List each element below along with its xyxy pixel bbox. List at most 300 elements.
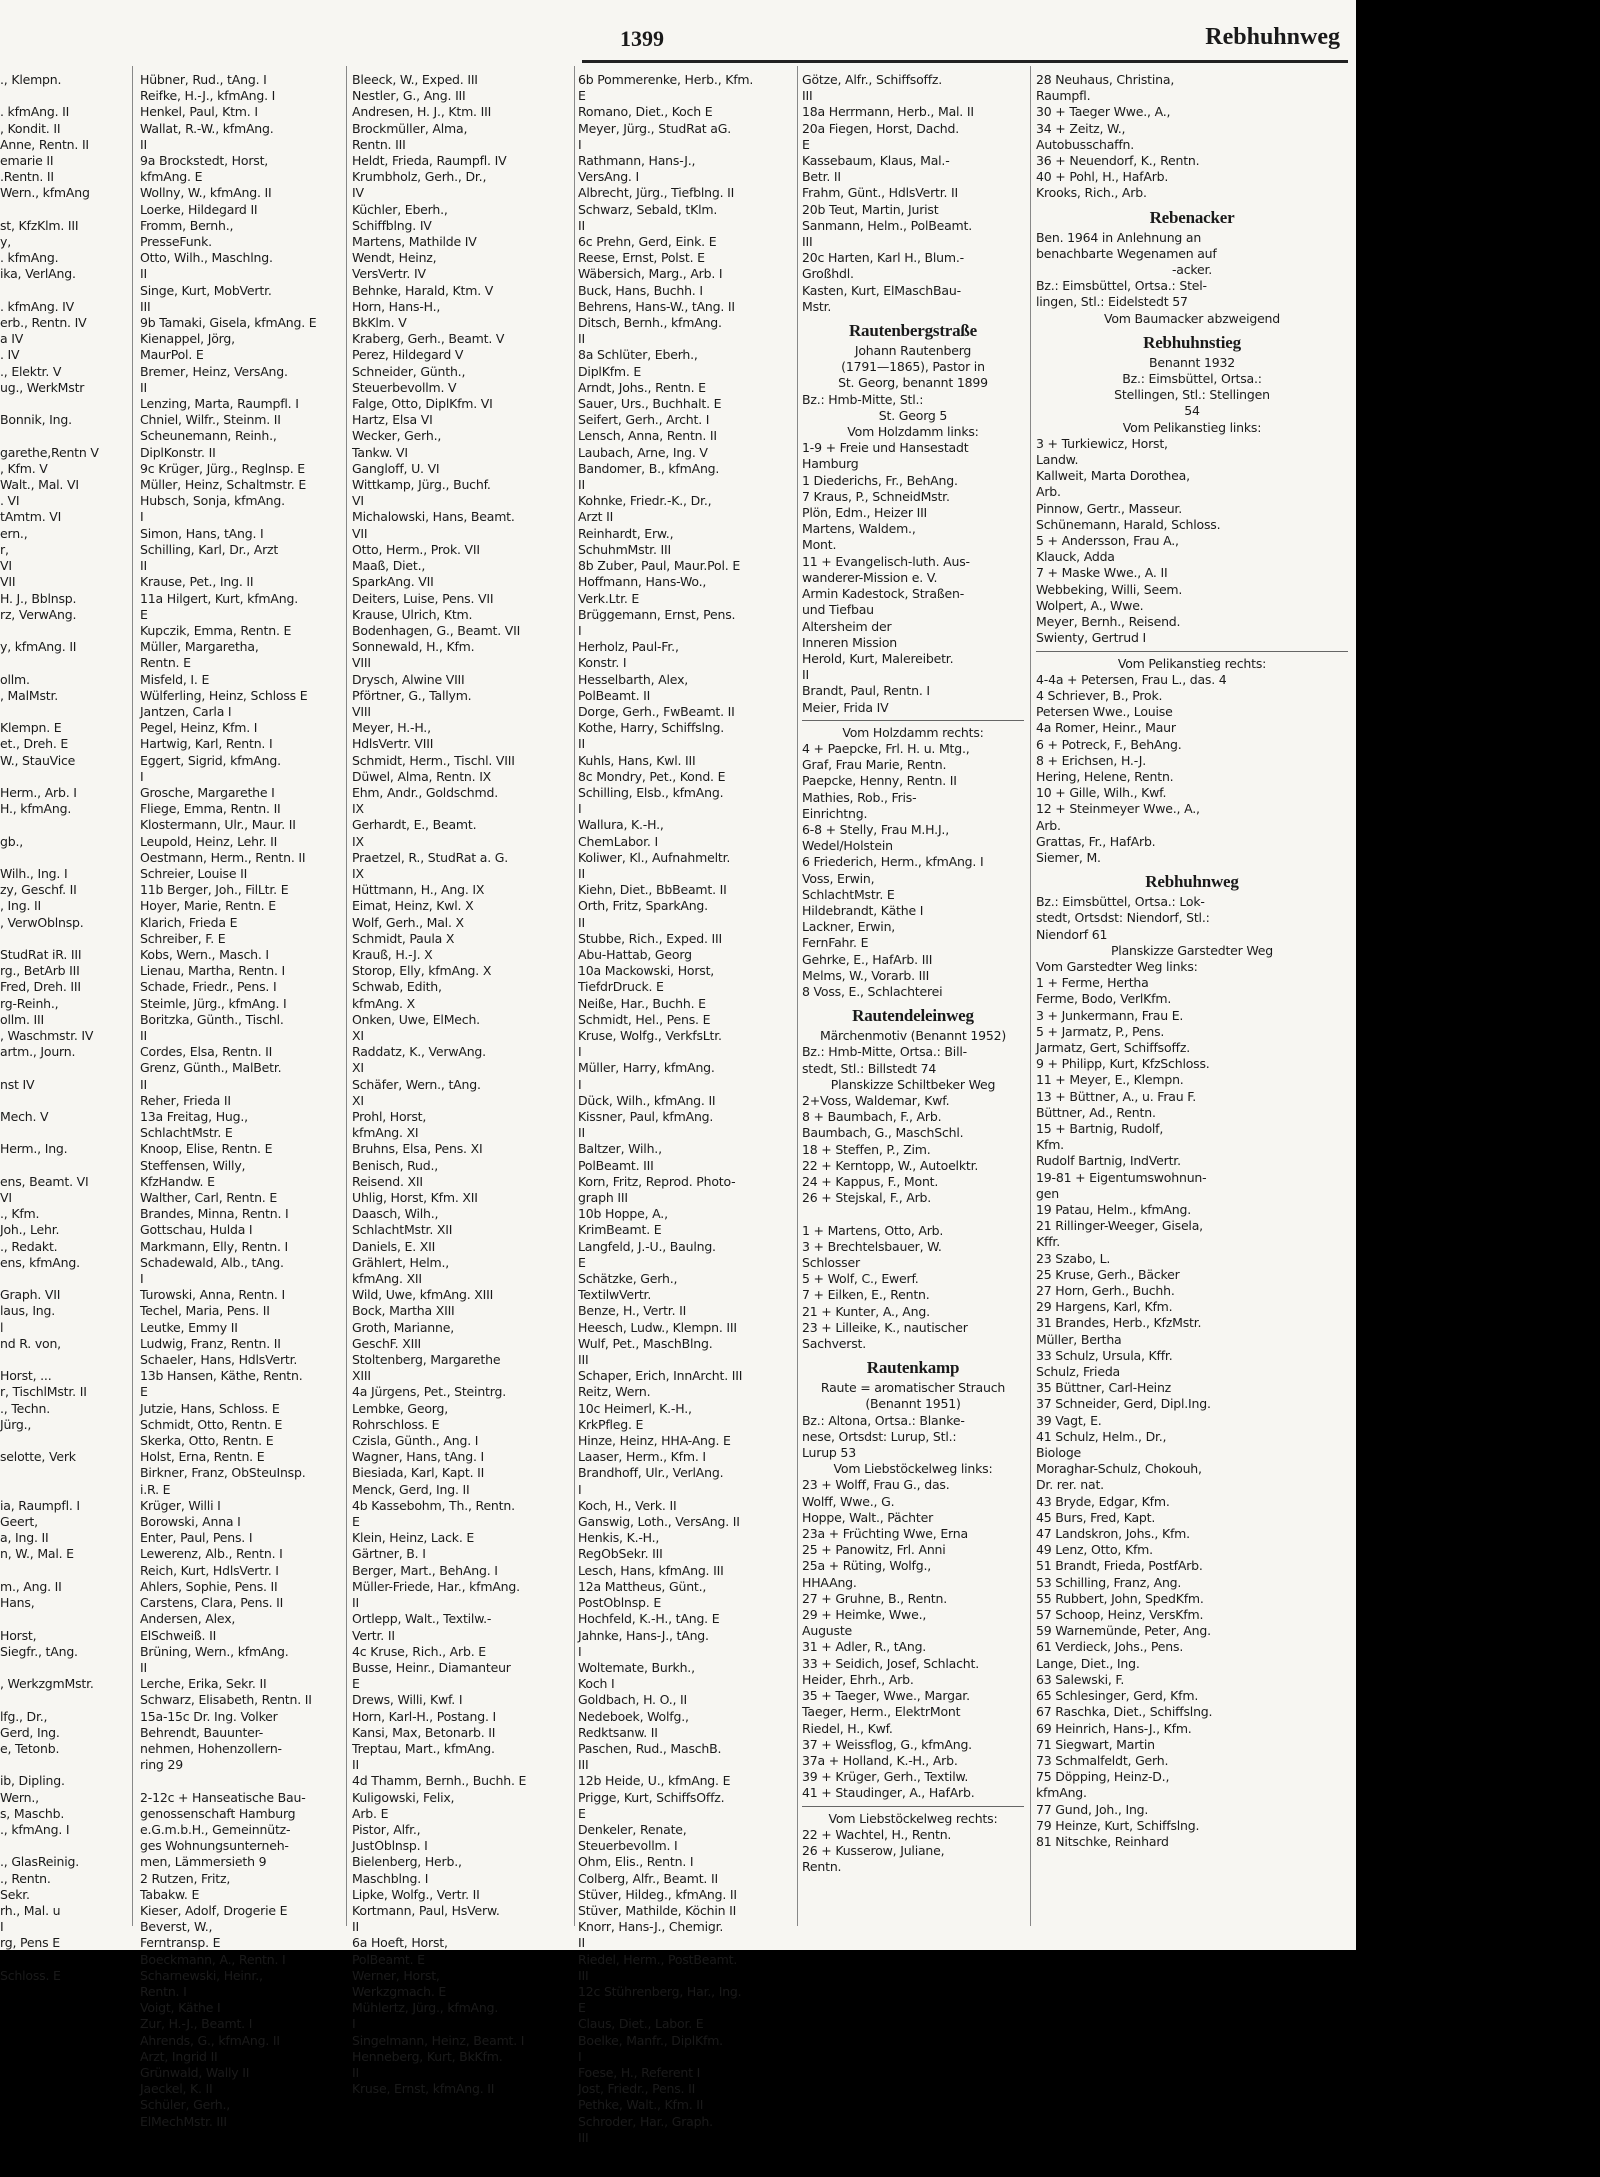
directory-entry: 15 + Bartnig, Rudolf, xyxy=(1036,1120,1164,1136)
directory-entry: 55 Rubbert, John, SpedKfm. xyxy=(1036,1590,1204,1606)
directory-entry: . VI xyxy=(0,493,20,509)
directory-entry: DiplKonstr. II xyxy=(140,444,216,460)
directory-entry: , MalMstr. xyxy=(0,687,59,703)
street-note: Benannt 1932 xyxy=(1149,354,1235,370)
directory-entry: SchlachtMstr. E xyxy=(140,1125,233,1141)
directory-entry: VIII xyxy=(352,655,371,671)
directory-entry: ., Elektr. V xyxy=(0,363,62,379)
directory-entry: 9a Brockstedt, Horst, xyxy=(140,153,269,169)
directory-entry: 4 Schriever, B., Prok. xyxy=(1036,687,1163,703)
directory-entry: Mech. V xyxy=(0,1109,49,1124)
directory-entry: Voigt, Käthe I xyxy=(140,2000,221,2016)
directory-entry: 63 Salewski, F. xyxy=(1036,1671,1125,1687)
directory-entry: Otto, Herm., Prok. VII xyxy=(352,541,480,557)
directory-entry: RegObSekr. III xyxy=(578,1546,663,1562)
directory-entry: Graph. VII xyxy=(0,1287,61,1303)
directory-entry: Menck, Gerd, Ing. II xyxy=(352,1481,470,1497)
directory-entry: Herm., Arb. I xyxy=(0,784,77,800)
directory-entry: n, W., Mal. E xyxy=(0,1546,74,1562)
directory-entry: 18a Herrmann, Herb., Mal. II xyxy=(802,104,974,120)
directory-entry: m., Ang. II xyxy=(0,1578,62,1594)
directory-entry: Kuligowski, Felix, xyxy=(352,1789,455,1805)
page-header xyxy=(0,0,1356,64)
directory-entry: 23 + Wolff, Frau G., das. xyxy=(802,1477,950,1493)
directory-entry: VI xyxy=(352,493,364,509)
directory-entry: Schmidt, Otto, Rentn. E xyxy=(140,1416,283,1432)
directory-entry: II xyxy=(802,667,809,683)
directory-entry: 11 + Evangelisch-luth. Aus- xyxy=(802,553,970,569)
directory-entry: Schmidt, Paula X xyxy=(352,930,455,946)
directory-entry: Schiffblng. IV xyxy=(352,217,432,233)
directory-entry: Kieser, Adolf, Drogerie E xyxy=(140,1902,288,1918)
directory-entry: 8 + Erichsen, H.-J. xyxy=(1036,752,1146,768)
directory-entry: I xyxy=(352,2016,356,2032)
directory-entry: Steuerbevollm. I xyxy=(578,1838,678,1854)
directory-entry: Kfm. xyxy=(1036,1137,1064,1153)
directory-entry: Andersen, Alex, xyxy=(140,1611,236,1627)
street-note: Vom Holzdamm links: xyxy=(847,424,979,440)
directory-entry: y, kfmAng. II xyxy=(0,639,77,655)
directory-entry: ib, Dipling. xyxy=(0,1773,65,1789)
directory-entry: Hübner, Rud., tAng. I xyxy=(140,72,267,87)
directory-entry: Denkeler, Renate, xyxy=(578,1821,687,1837)
directory-entry: stedt, Stl.: Billstedt 74 xyxy=(802,1060,937,1076)
directory-entry: 41 Schulz, Helm., Dr., xyxy=(1036,1428,1167,1444)
directory-entry xyxy=(0,428,88,444)
directory-entry: PolBeamt. III xyxy=(578,1157,654,1173)
directory-entry: Sonnewald, H., Kfm. xyxy=(352,639,475,655)
directory-entry: Kraberg, Gerh., Beamt. V xyxy=(352,331,505,347)
directory-entry: Stüver, Hildeg., kfmAng. II xyxy=(578,1886,737,1902)
directory-entry: Wäbersich, Marg., Arb. I xyxy=(578,266,723,282)
directory-entry: Bock, Martha XIII xyxy=(352,1303,455,1319)
directory-entry xyxy=(0,1125,88,1141)
directory-entry: Müller, Heinz, Schaltmstr. E xyxy=(140,477,307,493)
directory-entry: ., Klempn. xyxy=(0,72,62,87)
directory-entry: 6c Prehn, Gerd, Eink. E xyxy=(578,234,717,250)
directory-entry: IX xyxy=(352,801,364,817)
street-note: Bz.: Eimsbüttel, Ortsa.: xyxy=(1122,371,1262,387)
directory-entry: 21 Rillinger-Weeger, Gisela, xyxy=(1036,1218,1203,1234)
directory-entry: und Tiefbau xyxy=(802,602,874,618)
directory-entry: Goldbach, H. O., II xyxy=(578,1692,688,1708)
directory-entry: ., Rentn. xyxy=(0,1870,51,1886)
directory-entry: Claus, Diet., Labor. E xyxy=(578,2016,704,2032)
directory-entry: Herold, Kurt, Malereibetr. xyxy=(802,650,954,666)
directory-entry: II xyxy=(578,914,585,930)
directory-entry: 2-12c + Hanseatische Bau- xyxy=(140,1789,306,1805)
directory-entry: 10c Heimerl, K.-H., xyxy=(578,1400,692,1416)
directory-entry: Schaper, Erich, InnArcht. III xyxy=(578,1368,743,1384)
directory-entry: Sanmann, Helm., PolBeamt. xyxy=(802,217,972,233)
directory-entry: 10 + Gille, Wilh., Kwf. xyxy=(1036,785,1167,801)
directory-entry: Redktsanw. II xyxy=(578,1724,658,1740)
directory-entry: II xyxy=(140,136,147,152)
directory-entry: a, Ing. II xyxy=(0,1530,49,1546)
directory-entry: Leutke, Emmy II xyxy=(140,1319,238,1335)
directory-entry: 11 + Meyer, E., Klempn. xyxy=(1036,1072,1184,1088)
directory-entry: Baltzer, Wilh., xyxy=(578,1141,662,1157)
directory-entry: 37a + Holland, K.-H., Arb. xyxy=(802,1752,958,1768)
directory-entry: Wülferling, Heinz, Schloss E xyxy=(140,687,308,703)
directory-entry: Mstr. xyxy=(802,298,832,314)
directory-entry: r, TischlMstr. II xyxy=(0,1384,87,1400)
directory-entry: 6b Pommerenke, Herb., Kfm. xyxy=(578,72,754,87)
directory-entry: Buck, Hans, Buchh. I xyxy=(578,282,703,298)
directory-entry: Wallat, R.-W., kfmAng. xyxy=(140,120,274,136)
directory-entry: Meyer, H.-H., xyxy=(352,720,431,736)
directory-entry: Dorge, Gerh., FwBeamt. II xyxy=(578,703,735,719)
street-note: Stellingen, Stl.: Stellingen xyxy=(1114,387,1270,403)
directory-entry: Arb. E xyxy=(352,1805,389,1821)
directory-entry: Krauß, H.-J. X xyxy=(352,946,433,962)
directory-entry: ens, Beamt. VI xyxy=(0,1173,89,1189)
directory-entry: ChemLabor. I xyxy=(578,833,658,849)
directory-entry: Perez, Hildegard V xyxy=(352,347,464,363)
directory-entry: Paschen, Rud., MaschB. xyxy=(578,1740,722,1756)
directory-entry: 4 + Paepcke, Frl. H. u. Mtg., xyxy=(802,740,970,756)
directory-entry xyxy=(0,1093,88,1109)
directory-entry: 29 + Heimke, Wwe., xyxy=(802,1607,927,1623)
directory-entry: nese, Ortsdst: Lurup, Stl.: xyxy=(802,1428,957,1444)
directory-entry: Ahrends, G., kfmAng. II xyxy=(140,2032,280,2048)
directory-entry: Landw. xyxy=(1036,452,1079,468)
directory-entry: Biologe xyxy=(1036,1445,1082,1461)
directory-entry: Steimle, Jürg., kfmAng. I xyxy=(140,995,287,1011)
directory-entry: ., GlasReinig. xyxy=(0,1854,80,1870)
column-2 xyxy=(352,72,570,2097)
directory-entry: Schmidt, Herm., Tischl. VIII xyxy=(352,752,515,768)
directory-entry: Werner, Horst, xyxy=(352,1967,440,1983)
directory-entry: Vom Garstedter Weg links: xyxy=(1036,958,1198,974)
directory-entry: Arb. xyxy=(1036,817,1061,833)
directory-entry: Eggert, Sigrid, kfmAng. xyxy=(140,752,281,768)
directory-entry: Heesch, Ludw., Klempn. III xyxy=(578,1319,737,1335)
directory-entry: PostOblnsp. E xyxy=(578,1595,662,1611)
directory-entry: Walther, Carl, Rentn. E xyxy=(140,1190,278,1206)
directory-entry: Stoltenberg, Margarethe xyxy=(352,1352,501,1368)
directory-entry: 8b Zuber, Paul, Maur.Pol. E xyxy=(578,558,741,574)
directory-entry: Seifert, Gerh., Archt. I xyxy=(578,412,710,428)
directory-entry: Krause, Ulrich, Ktm. xyxy=(352,606,473,622)
street-note: St. Georg, benannt 1899 xyxy=(838,375,988,391)
directory-entry: Boeckmann, A., Rentn. I xyxy=(140,1951,286,1967)
directory-entry: VII xyxy=(0,574,16,590)
directory-entry: Ehm, Andr., Goldschmd. xyxy=(352,784,498,800)
directory-entry: rg., BetArb III xyxy=(0,963,80,979)
directory-entry: BkKlm. V xyxy=(352,315,407,331)
directory-entry: Schmidt, Hel., Pens. E xyxy=(578,1011,711,1027)
directory-entry: Müller, Harry, kfmAng. xyxy=(578,1060,715,1076)
directory-entry: , Waschmstr. IV xyxy=(0,1027,94,1043)
directory-entry: E xyxy=(802,136,810,152)
directory-entry xyxy=(0,202,88,218)
directory-entry: GeschF. XIII xyxy=(352,1335,422,1351)
directory-entry: Koch I xyxy=(578,1676,615,1692)
directory-entry: st, KfzKlm. III xyxy=(0,217,79,233)
directory-entry: JustOblnsp. I xyxy=(352,1838,428,1854)
directory-entry: Heider, Ehrh., Arb. xyxy=(802,1671,914,1687)
directory-entry: Zur, H.-J., Beamt. I xyxy=(140,2016,253,2032)
directory-entry: Siemer, M. xyxy=(1036,849,1101,865)
directory-entry: IX xyxy=(352,833,364,849)
directory-entry: Schreier, Louise II xyxy=(140,865,248,881)
directory-entry: II xyxy=(578,736,585,752)
directory-entry xyxy=(0,1433,88,1449)
directory-entry: Kobs, Wern., Masch. I xyxy=(140,946,269,962)
directory-entry: Schaeler, Hans, HdlsVertr. xyxy=(140,1352,298,1368)
directory-entry: Mühlertz, Jürg., kfmAng. xyxy=(352,2000,499,2016)
directory-entry: 4b Kassebohm, Th., Rentn. xyxy=(352,1497,515,1513)
directory-entry: PolBeamt. II xyxy=(578,687,651,703)
directory-entry: 1 Diederichs, Fr., BehAng. xyxy=(802,472,958,488)
directory-entry: H., kfmAng. xyxy=(0,801,72,817)
directory-entry: Tabakw. E xyxy=(140,1886,200,1902)
directory-entry: 37 Schneider, Gerd, Dipl.Ing. xyxy=(1036,1396,1211,1412)
directory-entry: e, Tetonb. xyxy=(0,1740,60,1756)
directory-entry: Gottschau, Hulda I xyxy=(140,1222,253,1238)
directory-entry: VI xyxy=(0,558,12,574)
directory-entry: II xyxy=(352,1919,359,1935)
directory-entry: E xyxy=(352,1514,360,1530)
directory-entry: Bz.: Altona, Ortsa.: Blanke- xyxy=(802,1412,965,1428)
directory-entry: Chniel, Wilfr., Steinm. II xyxy=(140,412,281,428)
directory-entry: Krooks, Rich., Arb. xyxy=(1036,185,1147,201)
directory-entry: Albrecht, Jürg., Tiefblng. II xyxy=(578,185,735,201)
directory-entry: 36 + Neuendorf, K., Rentn. xyxy=(1036,153,1200,169)
directory-entry: II xyxy=(578,477,585,493)
column-divider xyxy=(346,66,347,1926)
directory-entry: 49 Lenz, Otto, Kfm. xyxy=(1036,1542,1153,1558)
directory-entry: Mont. xyxy=(802,537,837,553)
directory-entry: KrkPfleg. E xyxy=(578,1416,644,1432)
directory-entry: Bielenberg, Herb., xyxy=(352,1854,462,1870)
directory-entry: 9c Krüger, Jürg., Reglnsp. E xyxy=(140,460,305,476)
directory-entry: XI xyxy=(352,1027,364,1043)
street-note: 54 xyxy=(1184,403,1200,419)
directory-entry: Koch, H., Verk. II xyxy=(578,1497,677,1513)
directory-entry: Orth, Fritz, SparkAng. xyxy=(578,898,708,914)
directory-entry: 21 + Kunter, A., Ang. xyxy=(802,1303,930,1319)
directory-entry: Wecker, Gerh., xyxy=(352,428,442,444)
directory-entry: Horn, Hans-H., xyxy=(352,298,441,314)
directory-entry: Kohnke, Friedr.-K., Dr., xyxy=(578,493,712,509)
directory-entry: Falge, Otto, DiplKfm. VI xyxy=(352,396,493,412)
directory-entry: Ferme, Bodo, VerlKfm. xyxy=(1036,991,1172,1007)
directory-entry: Reisend. XII xyxy=(352,1173,423,1189)
directory-entry: erb., Rentn. IV xyxy=(0,315,87,331)
directory-entry: TiefdrDruck. E xyxy=(578,979,664,995)
directory-entry: Klauck, Adda xyxy=(1036,549,1115,565)
directory-entry: 10b Hoppe, A., xyxy=(578,1206,668,1222)
directory-entry: , Kfm. V xyxy=(0,460,48,476)
directory-entry: Kortmann, Paul, HsVerw. xyxy=(352,1902,500,1918)
directory-entry: Niendorf 61 xyxy=(1036,926,1108,942)
directory-entry: II xyxy=(140,558,147,574)
directory-entry: Müller, Margaretha, xyxy=(140,639,259,655)
directory-entry: Kupczik, Emma, Rentn. E xyxy=(140,622,292,638)
directory-entry: Behnke, Harald, Ktm. V xyxy=(352,282,494,298)
directory-entry: 11b Berger, Joh., FilLtr. E xyxy=(140,882,289,898)
directory-entry: Riedel, H., Kwf. xyxy=(802,1720,893,1736)
directory-entry: 7 + Eilken, E., Rentn. xyxy=(802,1287,930,1303)
directory-entry: Langfeld, J.-U., Baulng. xyxy=(578,1238,716,1254)
street-note: (1791—1865), Pastor in xyxy=(841,359,985,375)
directory-entry xyxy=(0,283,88,299)
directory-entry: 27 Horn, Gerh., Buchh. xyxy=(1036,1283,1175,1299)
directory-entry: Gerhardt, E., Beamt. xyxy=(352,817,477,833)
directory-entry: Hüttmann, H., Ang. IX xyxy=(352,882,485,898)
directory-entry: Schroder, Har., Graph. xyxy=(578,2113,713,2129)
directory-entry: E xyxy=(140,1384,148,1400)
directory-entry: Biesiada, Karl, Kapt. II xyxy=(352,1465,485,1481)
directory-entry: Oestmann, Herm., Rentn. II xyxy=(140,849,306,865)
directory-entry: Wilh., Ing. I xyxy=(0,865,68,881)
column-3 xyxy=(578,72,790,2145)
directory-entry: Grünwald, Wally II xyxy=(140,2064,250,2080)
directory-entry: rz, VerwAng. xyxy=(0,606,77,622)
directory-entry: 67 Raschka, Diet., Schiffslng. xyxy=(1036,1704,1213,1720)
directory-entry: Martens, Waldem., xyxy=(802,521,916,537)
street-note: Vom Liebstöckelweg links: xyxy=(833,1461,993,1477)
directory-entry: 10a Mackowski, Horst, xyxy=(578,963,715,979)
directory-entry: Siegfr., tAng. xyxy=(0,1643,78,1659)
directory-entry: , Kondit. II xyxy=(0,120,61,136)
directory-entry xyxy=(0,1952,88,1968)
directory-entry: Lewerenz, Alb., Rentn. I xyxy=(140,1546,283,1562)
directory-entry: Ahlers, Sophie, Pens. II xyxy=(140,1578,278,1594)
directory-entry: Lienau, Martha, Rentn. I xyxy=(140,963,285,979)
directory-entry: Auguste xyxy=(802,1623,853,1639)
directory-entry: Bz.: Eimsbüttel, Ortsa.: Lok- xyxy=(1036,894,1205,910)
directory-entry: Küchler, Eberh., xyxy=(352,201,448,217)
directory-entry: Laaser, Herm., Kfm. I xyxy=(578,1449,706,1465)
directory-entry: Andresen, H. J., Ktm. III xyxy=(352,104,492,120)
directory-entry: Dr. rer. nat. xyxy=(1036,1477,1104,1493)
directory-entry: I xyxy=(578,2048,582,2064)
directory-entry: Jaeckel, K. II xyxy=(140,2081,213,2097)
directory-entry: . kfmAng. IV xyxy=(0,298,74,314)
directory-entry: Jutzie, Hans, Schloss. E xyxy=(140,1400,280,1416)
column-divider xyxy=(132,66,133,1926)
directory-entry: 57 Schoop, Heinz, VersKfm. xyxy=(1036,1607,1204,1623)
directory-entry: Holst, Erna, Rentn. E xyxy=(140,1449,265,1465)
directory-entry: Grosche, Margarethe I xyxy=(140,784,275,800)
directory-entry: Brüning, Wern., kfmAng. xyxy=(140,1643,289,1659)
directory-entry: a IV xyxy=(0,331,24,347)
directory-entry: Reifke, H.-J., kfmAng. I xyxy=(140,88,276,104)
directory-entry: Klostermann, Ulr., Maur. II xyxy=(140,817,296,833)
directory-entry: Czisla, Günth., Ang. I xyxy=(352,1433,479,1449)
directory-entry: Kasten, Kurt, ElMaschBau- xyxy=(802,282,961,298)
directory-entry: Martens, Mathilde IV xyxy=(352,234,477,250)
directory-entry: Einrichtng. xyxy=(802,805,868,821)
directory-entry: ring 29 xyxy=(140,1757,183,1773)
directory-entry: Lensch, Anna, Rentn. II xyxy=(578,428,717,444)
column-divider xyxy=(797,66,798,1926)
directory-entry: Wittkamp, Jürg., Buchf. xyxy=(352,477,491,493)
directory-entry: II xyxy=(352,1595,359,1611)
directory-entry: Ortlepp, Walt., Textilw.- xyxy=(352,1611,492,1627)
directory-entry: 4a Jürgens, Pet., Steintrg. xyxy=(352,1384,506,1400)
directory-entry: Dück, Wilh., kfmAng. II xyxy=(578,1092,716,1108)
directory-entry: Inneren Mission xyxy=(802,634,897,650)
directory-entry: 77 Gund, Joh., Ing. xyxy=(1036,1801,1149,1817)
directory-entry: Fred, Dreh. III xyxy=(0,979,81,995)
directory-entry: Horst, ... xyxy=(0,1368,52,1384)
street-note: -acker. xyxy=(1171,262,1213,278)
directory-entry: 23a + Früchting Wwe, Erna xyxy=(802,1526,968,1542)
directory-entry: Pinnow, Gertr., Masseur. xyxy=(1036,500,1182,516)
directory-entry: l xyxy=(0,1319,4,1335)
directory-entry: Michalowski, Hans, Beamt. xyxy=(352,509,515,525)
directory-entry: Taeger, Herm., ElektrMont xyxy=(802,1704,961,1720)
directory-entry: Grattas, Fr., HafArb. xyxy=(1036,833,1156,849)
directory-entry: Schwarz, Elisabeth, Rentn. II xyxy=(140,1692,312,1708)
directory-entry: Konstr. I xyxy=(578,655,627,671)
directory-entry: Colberg, Alfr., Beamt. II xyxy=(578,1870,718,1886)
directory-entry: ., Techn. xyxy=(0,1400,51,1416)
directory-entry: Markmann, Elly, Rentn. I xyxy=(140,1238,289,1254)
directory-entry: 4-4a + Petersen, Frau L., das. 4 xyxy=(1036,671,1227,687)
directory-entry: Wulf, Pet., MaschBlng. xyxy=(578,1335,713,1351)
directory-entry: 31 + Adler, R., tAng. xyxy=(802,1639,927,1655)
directory-entry: Pegel, Heinz, Kfm. I xyxy=(140,720,258,736)
directory-entry: 65 Schlesinger, Gerd, Kfm. xyxy=(1036,1688,1199,1704)
directory-entry: SchuhmMstr. III xyxy=(578,541,671,557)
directory-entry: SparkAng. VII xyxy=(352,574,434,590)
directory-entry: E xyxy=(578,2000,586,2016)
directory-entry: Klempn. E xyxy=(0,720,62,736)
directory-entry: Koliwer, Kl., Aufnahmeltr. xyxy=(578,849,731,865)
directory-entry: nehmen, Hohenzollern- xyxy=(140,1740,282,1756)
directory-entry: IX xyxy=(352,865,364,881)
directory-entry: , WerkzgmMstr. xyxy=(0,1676,94,1692)
directory-entry: Prigge, Kurt, SchiffsOffz. xyxy=(578,1789,725,1805)
directory-entry: 20c Harten, Karl H., Blum.- xyxy=(802,250,964,266)
directory-entry: Beverst, W., xyxy=(140,1919,213,1935)
column-5 xyxy=(1036,72,1348,1922)
directory-entry: II xyxy=(140,379,147,395)
directory-entry: Jarmatz, Gert, Schiffsoffz. xyxy=(1036,1039,1190,1055)
directory-entry: 31 Brandes, Herb., KfzMstr. xyxy=(1036,1315,1202,1331)
directory-entry: Neiße, Har., Buchh. E xyxy=(578,995,706,1011)
directory-entry: E xyxy=(578,1254,586,1270)
directory-entry: Wolff, Wwe., G. xyxy=(802,1493,895,1509)
directory-entry: Wild, Uwe, kfmAng. XIII xyxy=(352,1287,494,1303)
directory-entry: Henkis, K.-H., xyxy=(578,1530,660,1546)
directory-entry: W., StauVice xyxy=(0,752,76,768)
directory-entry: Loerke, Hildegard II xyxy=(140,201,258,217)
directory-entry: 9 + Philipp, Kurt, KfzSchloss. xyxy=(1036,1056,1210,1072)
directory-entry: H. J., Bblnsp. xyxy=(0,590,77,606)
directory-entry: y, xyxy=(0,234,11,250)
directory-entry: s, Maschb. xyxy=(0,1805,65,1821)
directory-entry: Kruse, Wolfg., VerkfsLtr. xyxy=(578,1027,722,1043)
directory-entry: 8 + Baumbach, F., Arb. xyxy=(802,1109,942,1125)
directory-entry: 30 + Taeger Wwe., A., xyxy=(1036,104,1171,120)
directory-entry: 37 + Weissflog, G., kfmAng. xyxy=(802,1736,972,1752)
directory-entry: Simon, Hans, tAng. I xyxy=(140,525,264,541)
directory-entry: . IV xyxy=(0,347,20,363)
directory-entry: HHAAng. xyxy=(802,1574,857,1590)
directory-entry: Schadewald, Alb., tAng. xyxy=(140,1254,284,1270)
directory-entry: Melms, W., Vorarb. III xyxy=(802,967,930,983)
directory-entry: Schreiber, F. E xyxy=(140,930,226,946)
directory-entry: 2 Rutzen, Fritz, xyxy=(140,1870,231,1886)
directory-entry: 26 + Stejskal, F., Arb. xyxy=(802,1190,932,1206)
directory-entry: ., Kfm. xyxy=(0,1206,40,1222)
